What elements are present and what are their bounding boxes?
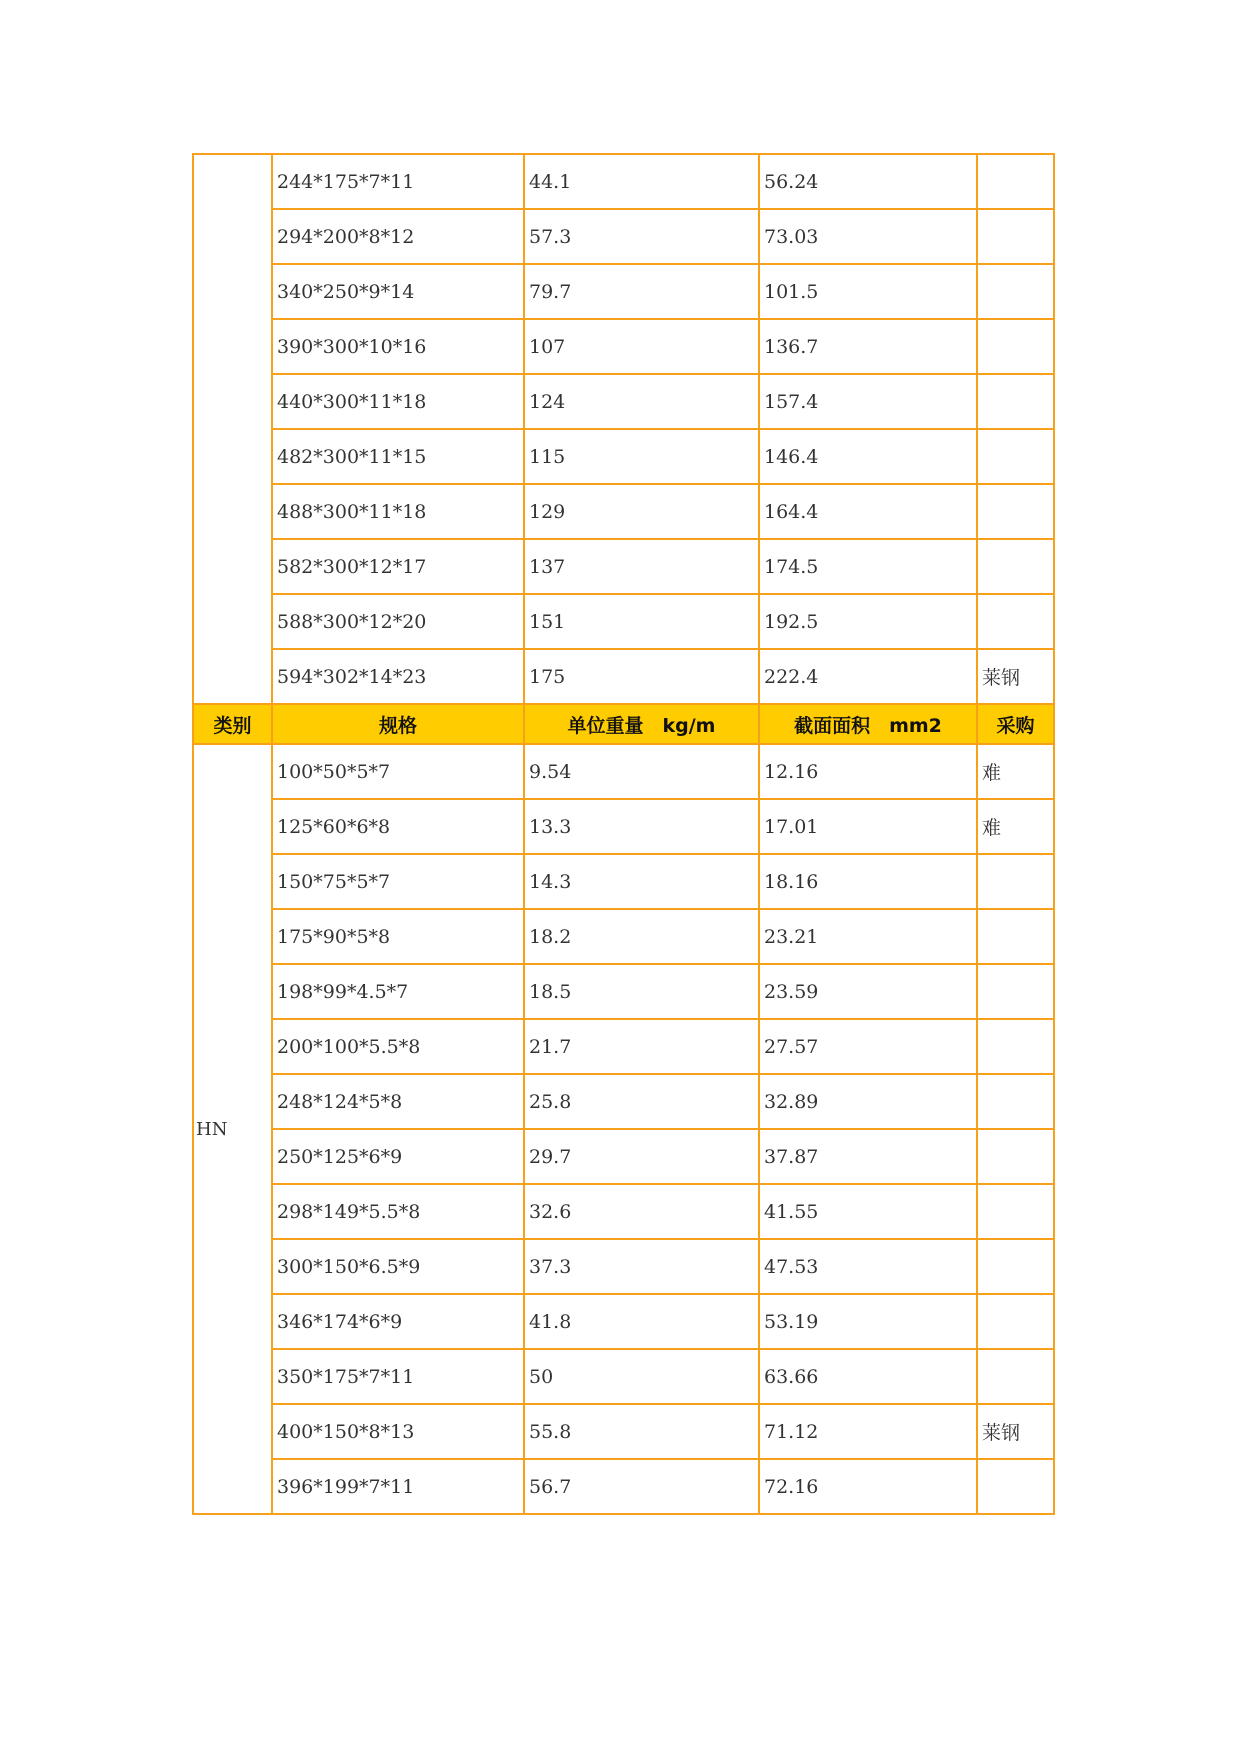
area-cell: 222.4 [759, 649, 977, 704]
spec-cell: 482*300*11*15 [272, 429, 524, 484]
purchase-cell [977, 374, 1054, 429]
area-cell: 12.16 [759, 744, 977, 799]
weight-cell: 18.2 [524, 909, 759, 964]
weight-cell: 55.8 [524, 1404, 759, 1459]
table-row [193, 854, 1054, 909]
weight-cell: 107 [524, 319, 759, 374]
table-row [193, 1294, 1054, 1349]
area-cell: 164.4 [759, 484, 977, 539]
purchase-cell: 莱钢 [977, 1404, 1054, 1459]
area-cell: 17.01 [759, 799, 977, 854]
header-weight: 单位重量 kg/m [524, 704, 759, 744]
spec-cell: 440*300*11*18 [272, 374, 524, 429]
table-row [193, 1349, 1054, 1404]
purchase-cell [977, 264, 1054, 319]
weight-cell: 32.6 [524, 1184, 759, 1239]
purchase-cell [977, 429, 1054, 484]
header-row [193, 704, 1054, 744]
spec-cell: 125*60*6*8 [272, 799, 524, 854]
table-row [193, 319, 1054, 374]
area-cell: 37.87 [759, 1129, 977, 1184]
weight-cell: 79.7 [524, 264, 759, 319]
weight-cell: 57.3 [524, 209, 759, 264]
table-row [193, 484, 1054, 539]
purchase-cell [977, 1184, 1054, 1239]
table-section-continued [193, 154, 1054, 704]
spec-cell: 298*149*5.5*8 [272, 1184, 524, 1239]
table-row [193, 264, 1054, 319]
table-header [193, 704, 1054, 744]
spec-cell: 198*99*4.5*7 [272, 964, 524, 1019]
spec-cell: 250*125*6*9 [272, 1129, 524, 1184]
table-row [193, 964, 1054, 1019]
spec-cell: 200*100*5.5*8 [272, 1019, 524, 1074]
purchase-cell [977, 854, 1054, 909]
area-cell: 23.21 [759, 909, 977, 964]
spec-cell: 244*175*7*11 [272, 154, 524, 209]
spec-cell: 594*302*14*23 [272, 649, 524, 704]
table-row [193, 799, 1054, 854]
table-row [193, 649, 1054, 704]
purchase-cell [977, 319, 1054, 374]
spec-cell: 396*199*7*11 [272, 1459, 524, 1514]
category-cell: HN [193, 744, 272, 1514]
table-row [193, 154, 1054, 209]
purchase-cell [977, 909, 1054, 964]
spec-cell: 582*300*12*17 [272, 539, 524, 594]
spec-cell: 175*90*5*8 [272, 909, 524, 964]
spec-cell: 300*150*6.5*9 [272, 1239, 524, 1294]
header-category: 类别 [193, 704, 272, 744]
purchase-cell [977, 484, 1054, 539]
weight-cell: 124 [524, 374, 759, 429]
weight-cell: 137 [524, 539, 759, 594]
table-row [193, 744, 1054, 799]
purchase-cell [977, 1129, 1054, 1184]
area-cell: 23.59 [759, 964, 977, 1019]
table-row [193, 374, 1054, 429]
purchase-cell: 难 [977, 799, 1054, 854]
header-area: 截面面积 mm2 [759, 704, 977, 744]
area-cell: 27.57 [759, 1019, 977, 1074]
purchase-cell [977, 209, 1054, 264]
area-cell: 146.4 [759, 429, 977, 484]
weight-cell: 151 [524, 594, 759, 649]
table-row [193, 1239, 1054, 1294]
purchase-cell [977, 1349, 1054, 1404]
steel-spec-table [192, 153, 1055, 1515]
area-cell: 136.7 [759, 319, 977, 374]
purchase-cell [977, 1239, 1054, 1294]
spec-cell: 488*300*11*18 [272, 484, 524, 539]
weight-cell: 50 [524, 1349, 759, 1404]
spec-cell: 294*200*8*12 [272, 209, 524, 264]
area-cell: 192.5 [759, 594, 977, 649]
area-cell: 32.89 [759, 1074, 977, 1129]
spec-cell: 400*150*8*13 [272, 1404, 524, 1459]
weight-cell: 21.7 [524, 1019, 759, 1074]
table-row [193, 1129, 1054, 1184]
table-row [193, 909, 1054, 964]
table-row [193, 1404, 1054, 1459]
spec-cell: 248*124*5*8 [272, 1074, 524, 1129]
table-row [193, 1074, 1054, 1129]
area-cell: 101.5 [759, 264, 977, 319]
purchase-cell [977, 1459, 1054, 1514]
weight-cell: 25.8 [524, 1074, 759, 1129]
table-row [193, 1184, 1054, 1239]
table-row [193, 209, 1054, 264]
header-purchase: 采购 [977, 704, 1054, 744]
weight-cell: 37.3 [524, 1239, 759, 1294]
weight-cell: 29.7 [524, 1129, 759, 1184]
area-cell: 56.24 [759, 154, 977, 209]
header-spec: 规格 [272, 704, 524, 744]
weight-cell: 56.7 [524, 1459, 759, 1514]
purchase-cell [977, 594, 1054, 649]
weight-cell: 115 [524, 429, 759, 484]
area-cell: 53.19 [759, 1294, 977, 1349]
weight-cell: 18.5 [524, 964, 759, 1019]
spec-cell: 100*50*5*7 [272, 744, 524, 799]
spec-cell: 340*250*9*14 [272, 264, 524, 319]
purchase-cell: 莱钢 [977, 649, 1054, 704]
weight-cell: 44.1 [524, 154, 759, 209]
purchase-cell [977, 154, 1054, 209]
weight-cell: 129 [524, 484, 759, 539]
spec-cell: 588*300*12*20 [272, 594, 524, 649]
purchase-cell [977, 1074, 1054, 1129]
spec-cell: 150*75*5*7 [272, 854, 524, 909]
area-cell: 47.53 [759, 1239, 977, 1294]
weight-cell: 13.3 [524, 799, 759, 854]
spec-cell: 390*300*10*16 [272, 319, 524, 374]
area-cell: 157.4 [759, 374, 977, 429]
table-row [193, 594, 1054, 649]
weight-cell: 9.54 [524, 744, 759, 799]
weight-cell: 14.3 [524, 854, 759, 909]
purchase-cell [977, 964, 1054, 1019]
area-cell: 63.66 [759, 1349, 977, 1404]
table-row [193, 539, 1054, 594]
weight-cell: 175 [524, 649, 759, 704]
area-cell: 73.03 [759, 209, 977, 264]
area-cell: 72.16 [759, 1459, 977, 1514]
spec-cell: 350*175*7*11 [272, 1349, 524, 1404]
spec-cell: 346*174*6*9 [272, 1294, 524, 1349]
purchase-cell [977, 539, 1054, 594]
purchase-cell: 难 [977, 744, 1054, 799]
purchase-cell [977, 1019, 1054, 1074]
weight-cell: 41.8 [524, 1294, 759, 1349]
area-cell: 174.5 [759, 539, 977, 594]
area-cell: 41.55 [759, 1184, 977, 1239]
table-row [193, 1459, 1054, 1514]
area-cell: 71.12 [759, 1404, 977, 1459]
purchase-cell [977, 1294, 1054, 1349]
table-row [193, 429, 1054, 484]
area-cell: 18.16 [759, 854, 977, 909]
category-cell [193, 154, 272, 704]
table-section-hn [193, 744, 1054, 1514]
table-row [193, 1019, 1054, 1074]
